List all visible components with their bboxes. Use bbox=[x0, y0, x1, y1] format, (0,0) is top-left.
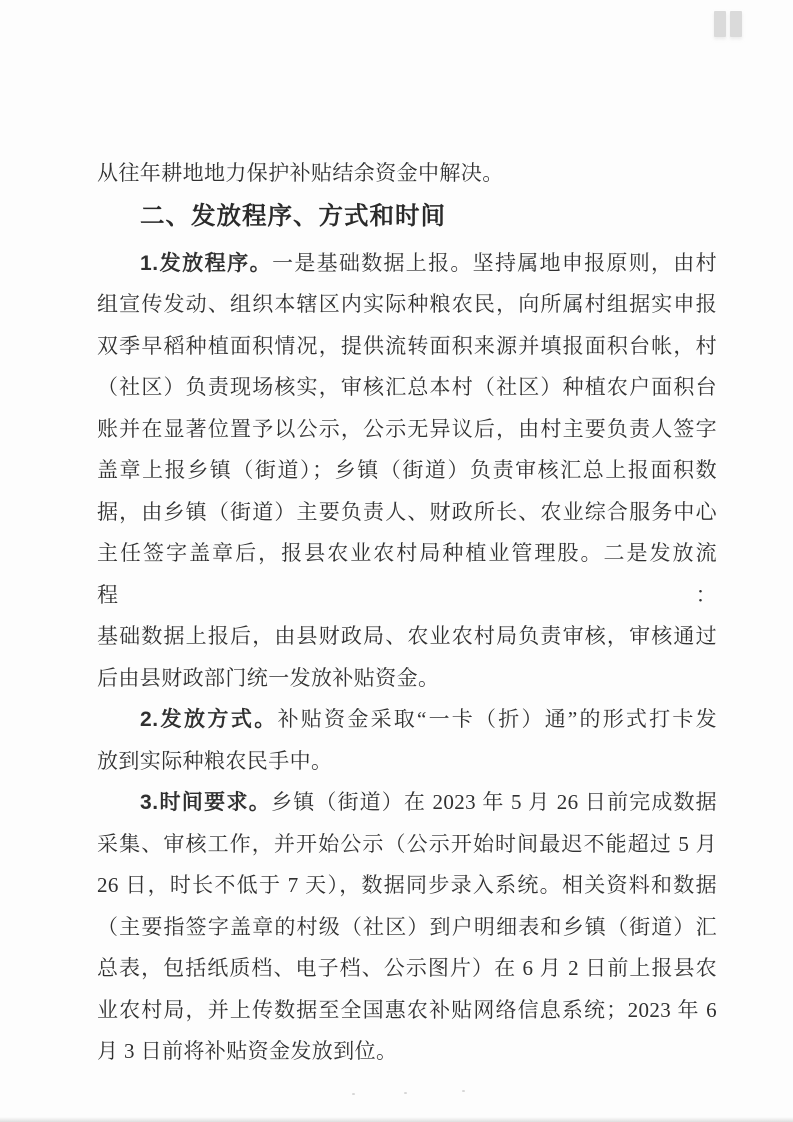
paragraph-line bbox=[97, 782, 717, 824]
item-lead: 3.时间要求。 bbox=[140, 791, 272, 814]
scan-artifact-mark bbox=[730, 11, 742, 37]
body-text: （主要指签字盖章的村级（社区）到户明细表和乡镇（街道）汇 bbox=[97, 914, 717, 939]
paragraph-line bbox=[97, 990, 717, 1032]
paragraph-line bbox=[97, 824, 717, 866]
section-heading bbox=[97, 195, 717, 239]
paragraph-line bbox=[97, 153, 717, 195]
paragraph-line bbox=[97, 367, 717, 409]
scan-noise-speck bbox=[462, 1090, 465, 1092]
paragraph-line bbox=[97, 948, 717, 990]
body-text: 后由县财政部门统一发放补贴资金。 bbox=[97, 665, 440, 690]
item-lead: 2.发放方式。 bbox=[140, 708, 278, 731]
scan-noise-speck bbox=[404, 1092, 407, 1094]
paragraph-line bbox=[97, 699, 717, 741]
scan-noise-speck bbox=[352, 1093, 355, 1095]
paragraph-line bbox=[97, 865, 717, 907]
body-text: 业农村局，并上传数据至全国惠农补贴网络信息系统；2023 年 6 bbox=[97, 997, 717, 1022]
paragraph-line bbox=[97, 616, 717, 658]
body-text: 据，由乡镇（街道）主要负责人、财政所长、农业综合服务中心 bbox=[97, 499, 717, 524]
body-text: 盖章上报乡镇（街道）；乡镇（街道）负责审核汇总上报面积数 bbox=[97, 458, 717, 482]
body-text: 月 3 日前将补贴资金发放到位。 bbox=[97, 1039, 398, 1063]
paragraph-line bbox=[97, 658, 717, 700]
body-text: 26 日，时长不低于 7 天），数据同步录入系统。相关资料和数据 bbox=[97, 873, 717, 897]
paragraph-line bbox=[97, 492, 717, 534]
body-text: 账并在显著位置予以公示，公示无异议后，由村主要负责人签字 bbox=[97, 416, 717, 441]
body-text: 基础数据上报后，由县财政局、农业农村局负责审核，审核通过 bbox=[97, 624, 717, 648]
scan-artifact-mark bbox=[714, 11, 726, 37]
paragraph-line bbox=[97, 741, 717, 783]
body-text: 补贴资金采取“一卡（折）通”的形式打卡发 bbox=[277, 707, 717, 731]
body-text: 一是基础数据上报。坚持属地申报原则，由村 bbox=[272, 250, 717, 275]
item-lead: 1.发放程序。 bbox=[140, 251, 273, 275]
paragraph-line bbox=[97, 1031, 717, 1073]
body-text: 从往年耕地地力保护补贴结余资金中解决。 bbox=[97, 161, 504, 185]
body-text: 放到实际种粮农民手中。 bbox=[97, 748, 333, 773]
body-text: 采集、审核工作，并开始公示（公示开始时间最迟不能超过 5 月 bbox=[97, 831, 717, 856]
paragraph-line bbox=[97, 533, 717, 616]
paragraph-line bbox=[97, 284, 717, 326]
body-text: 总表，包括纸质档、电子档、公示图片）在 6 月 2 日前上报县农 bbox=[97, 956, 717, 980]
body-text: 组宣传发动、组织本辖区内实际种粮农民，向所属村组据实申报 bbox=[97, 292, 717, 316]
heading-text: 二、发放程序、方式和时间 bbox=[140, 202, 446, 230]
paragraph-line bbox=[97, 243, 717, 285]
document-body bbox=[97, 153, 717, 1073]
paragraph-line bbox=[97, 450, 717, 492]
paragraph-line bbox=[97, 907, 717, 949]
body-text: 乡镇（街道）在 2023 年 5 月 26 日前完成数据 bbox=[271, 790, 717, 814]
body-text: 主任签字盖章后，报县农业农村局种植业管理股。二是发放流程： bbox=[97, 541, 717, 607]
paragraph-line bbox=[97, 409, 717, 451]
paragraph-line bbox=[97, 326, 717, 368]
page-bottom-scan-edge bbox=[0, 1117, 793, 1122]
body-text: 双季早稻种植面积情况，提供流转面积来源并填报面积台帐，村 bbox=[97, 333, 717, 358]
body-text: （社区）负责现场核实，审核汇总本村（社区）种植农户面积台 bbox=[97, 375, 717, 399]
